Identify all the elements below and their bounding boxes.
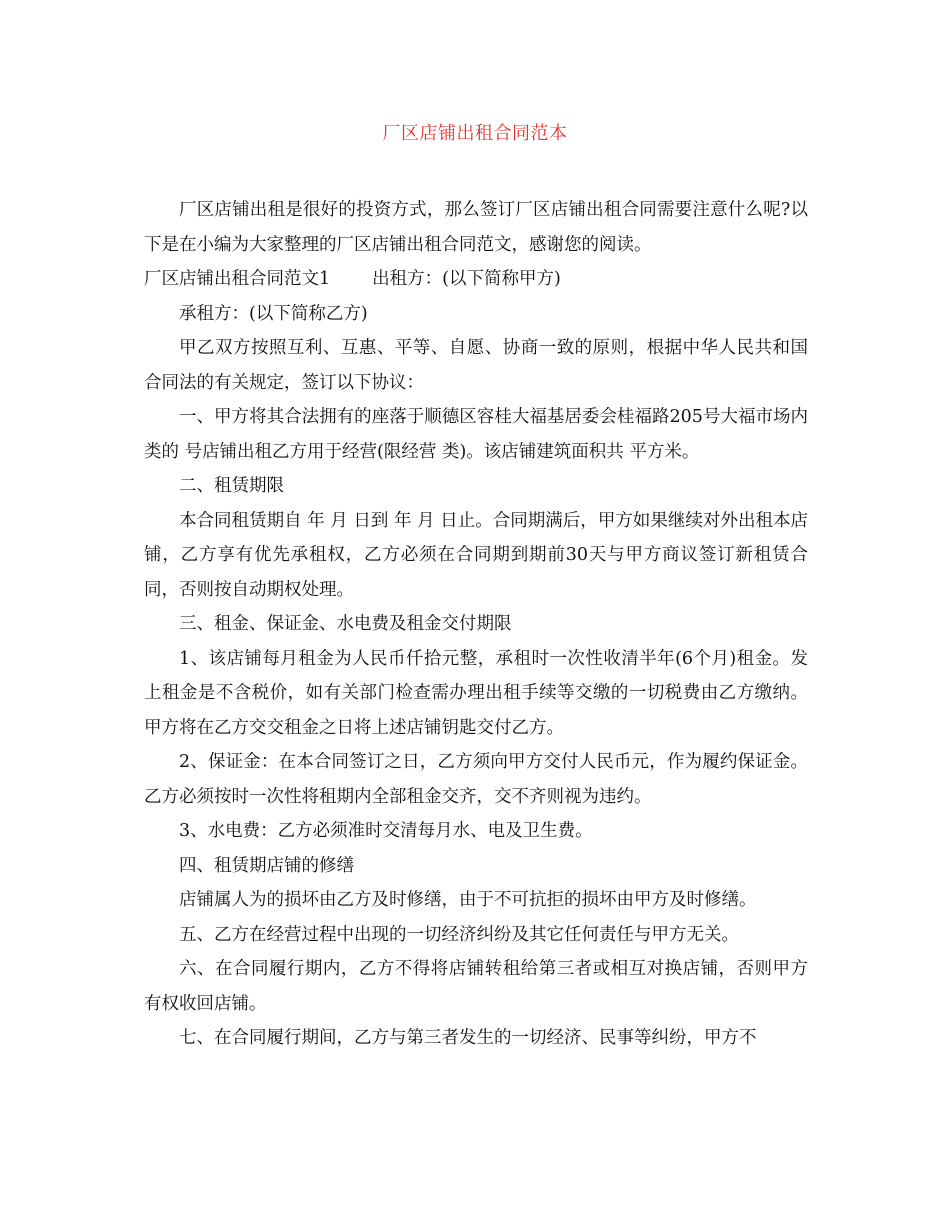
document-body (144, 193, 808, 1056)
repair-paragraph: 店铺属人为的损坏由乙方及时修缮，由于不可抗拒的损坏由甲方及时修缮。 (179, 890, 757, 910)
clause-4-heading: 四、租赁期店铺的修缮 (179, 855, 354, 876)
clause-5: 五、乙方在经营过程中出现的一切经济纠纷及其它任何责任与甲方无关。 (179, 924, 739, 945)
clause-7: 七、在合同履行期间，乙方与第三者发生的一切经济、民事等纠纷，甲方不 (179, 1028, 757, 1048)
intro-paragraph: 厂区店铺出租是很好的投资方式，那么签订厂区店铺出租合同需要注意什么呢?以下是在小编为大家整理的厂区店铺出租合同范文，感谢您的阅读。 (144, 200, 808, 255)
utilities-paragraph: 3、水电费：乙方必须准时交清每月水、电及卫生费。 (179, 821, 593, 841)
clause-3-heading: 三、租金、保证金、水电费及租金交付期限 (179, 614, 512, 634)
document-title: 厂区店铺出租合同范本 (382, 123, 568, 144)
lease-term-paragraph: 本合同租赁期自 年 月 日到 年 月 日止。合同期满后，甲方如果继续对外出租本店铺，乙方享有优先承租权，乙方必须在合同期到期前30天与甲方商议签订新租赁合同，否则按自动期权处理。 (144, 510, 808, 600)
principle-paragraph: 甲乙双方按照互利、互惠、平等、自愿、协商一致的原则，根据中华人民共和国合同法的有关规定，签订以下协议： (144, 338, 808, 393)
lessor-line: 出租方：(以下简称甲方) (372, 269, 561, 289)
lessee-line: 承租方：(以下简称乙方) (179, 303, 368, 324)
deposit-paragraph: 2、保证金：在本合同签订之日，乙方须向甲方交付人民币元，作为履约保证金。乙方必须按时一次性将租期内全部租金交齐，交不齐则视为违约。 (144, 752, 808, 807)
contract-heading-line (144, 262, 808, 297)
sample-heading: 厂区店铺出租合同范文1 (144, 269, 331, 289)
clause-2-heading: 二、租赁期限 (179, 476, 284, 496)
clause-1: 一、甲方将其合法拥有的座落于顺德区容桂大福基居委会桂福路205号大福市场内 类的 号店铺出租乙方用于经营(限经营 类)。该店铺建筑面积共 平方米。 (144, 407, 808, 462)
clause-6: 六、在合同履行期内，乙方不得将店铺转租给第三者或相互对换店铺，否则甲方有权收回店铺。 (144, 959, 808, 1014)
rent-paragraph: 1、该店铺每月租金为人民币仟拾元整，承租时一次性收清半年(6个月)租金。发上租金是不含税价，如有关部门检查需办理出租手续等交缴的一切税费由乙方缴纳。甲方将在乙方交交租金之日将上述店铺钥匙交付乙方。 (144, 648, 808, 738)
